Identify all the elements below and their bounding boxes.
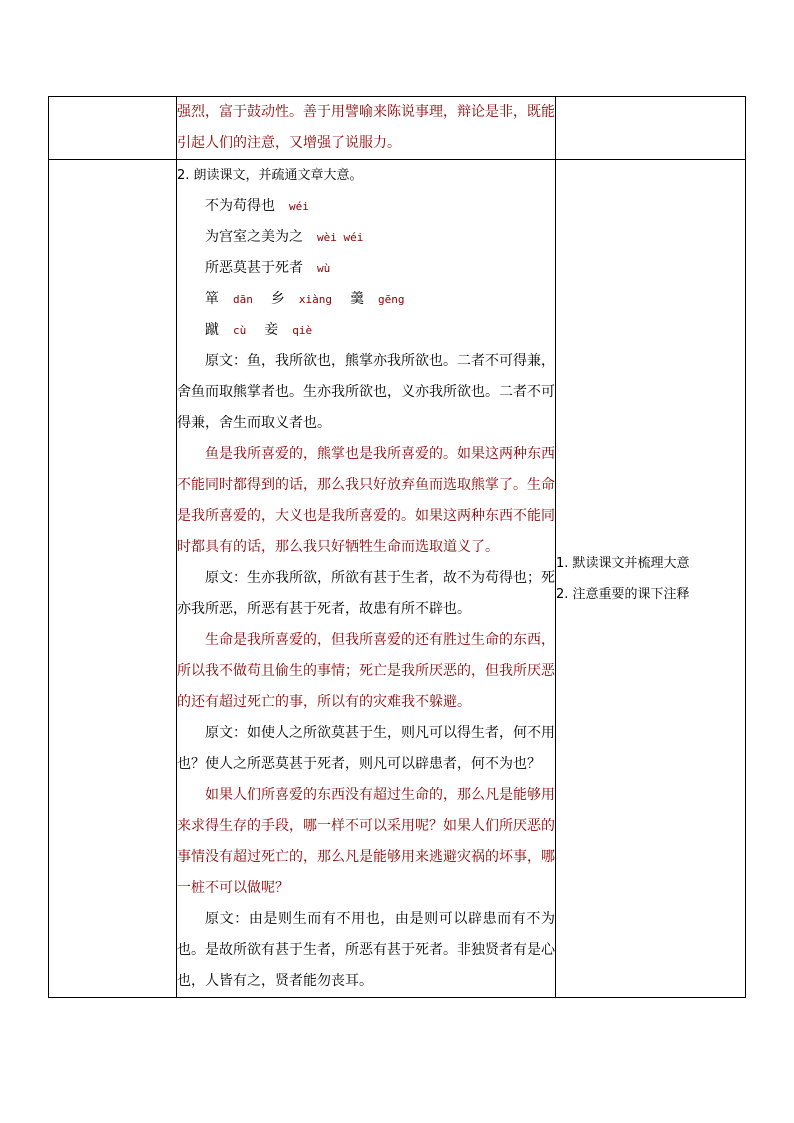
empty-cell xyxy=(49,97,177,160)
gloss-word: 不为苟得也 xyxy=(205,198,275,214)
gloss-word: 蹴 xyxy=(205,322,219,338)
pronunciation-gloss xyxy=(177,191,555,222)
translation-paragraph: 生命是我所喜爱的，但我所喜爱的还有胜过生命的东西，所以我不做苟且偷生的事情；死亡是我所厌恶的，但我所厌恶的还有超过死亡的事，所以有的灾难我不躲避。 xyxy=(177,632,555,710)
table-row xyxy=(49,160,746,998)
original-text-paragraph: 原文：鱼，我所欲也，熊掌亦我所欲也。二者不可得兼，舍鱼而取熊掌者也。生亦我所欲也，义亦我所欲也。二者不可得兼，舍生而取义者也。 xyxy=(177,353,555,431)
text-cell xyxy=(177,97,556,160)
gloss-pinyin: wéi xyxy=(289,200,309,213)
table-row xyxy=(49,97,746,160)
gloss-pinyin: wù xyxy=(317,262,331,275)
empty-cell xyxy=(49,160,177,998)
gloss-word: 箪 xyxy=(205,291,219,307)
original-text-paragraph: 原文：如使人之所欲莫甚于生，则凡可以得生者，何不用也？使人之所恶莫甚于死者，则凡可以辟患者，何不为也？ xyxy=(177,725,555,772)
translation-paragraph: 鱼是我所喜爱的，熊掌也是我所喜爱的。如果这两种东西不能同时都得到的话，那么我只好放弃鱼而选取熊掌了。生命是我所喜爱的，大义也是我所喜爱的。如果这两种东西不能同时都具有的话，那么我只好牺牲生命而选取道义了。 xyxy=(177,446,555,555)
empty-cell xyxy=(556,97,746,160)
pronunciation-gloss xyxy=(177,284,555,315)
original-text-paragraph: 原文：生亦我所欲，所欲有甚于生者，故不为苟得也；死亦我所恶，所恶有甚于死者，故患有所不辟也。 xyxy=(177,570,555,617)
gloss-word: 为宫室之美为之 xyxy=(205,229,303,245)
gloss-pinyin: dān xyxy=(233,293,253,306)
pronunciation-gloss xyxy=(177,315,555,346)
original-text-paragraph: 原文：由是则生而有不用也，由是则可以辟患而有不为也。是故所欲有甚于生者，所恶有甚于死者。非独贤者有是心也，人皆有之，贤者能勿丧耳。 xyxy=(177,911,555,989)
gloss-pinyin: cù xyxy=(233,324,247,337)
gloss-pinyin: qiè xyxy=(292,324,313,337)
student-activity-cell xyxy=(556,160,746,998)
gloss-pinyin: xiàng xyxy=(298,293,332,306)
gloss-word: 乡 xyxy=(270,291,285,307)
activity-notes xyxy=(556,548,745,610)
gloss-pinyin: wèi wéi xyxy=(317,231,364,244)
gloss-word: 所恶莫甚于死者 xyxy=(205,260,303,276)
activity-note: 1. 默读课文并梳理大意 xyxy=(556,555,690,571)
lesson-table xyxy=(48,96,746,998)
gloss-word: 妾 xyxy=(264,322,279,338)
reading-cell xyxy=(177,160,556,998)
gloss-pinyin: gēng xyxy=(378,293,405,306)
activity-note: 2. 注意重要的课下注释 xyxy=(556,586,690,602)
step-heading: 2. 朗读课文，并疏通文章大意。 xyxy=(177,168,363,183)
summary-text: 强烈，富于鼓动性。善于用譬喻来陈说事理，辩论是非，既能引起人们的注意，又增强了说服力。 xyxy=(177,104,555,151)
pronunciation-gloss xyxy=(177,222,555,253)
gloss-word: 羹 xyxy=(350,291,364,307)
translation-paragraph: 如果人们所喜爱的东西没有超过生命的，那么凡是能够用来求得生存的手段，哪一样不可以采用呢？如果人们所厌恶的事情没有超过死亡的，那么凡是能够用来逃避灾祸的坏事，哪一桩不可以做呢？ xyxy=(177,787,555,896)
pronunciation-gloss xyxy=(177,253,555,284)
